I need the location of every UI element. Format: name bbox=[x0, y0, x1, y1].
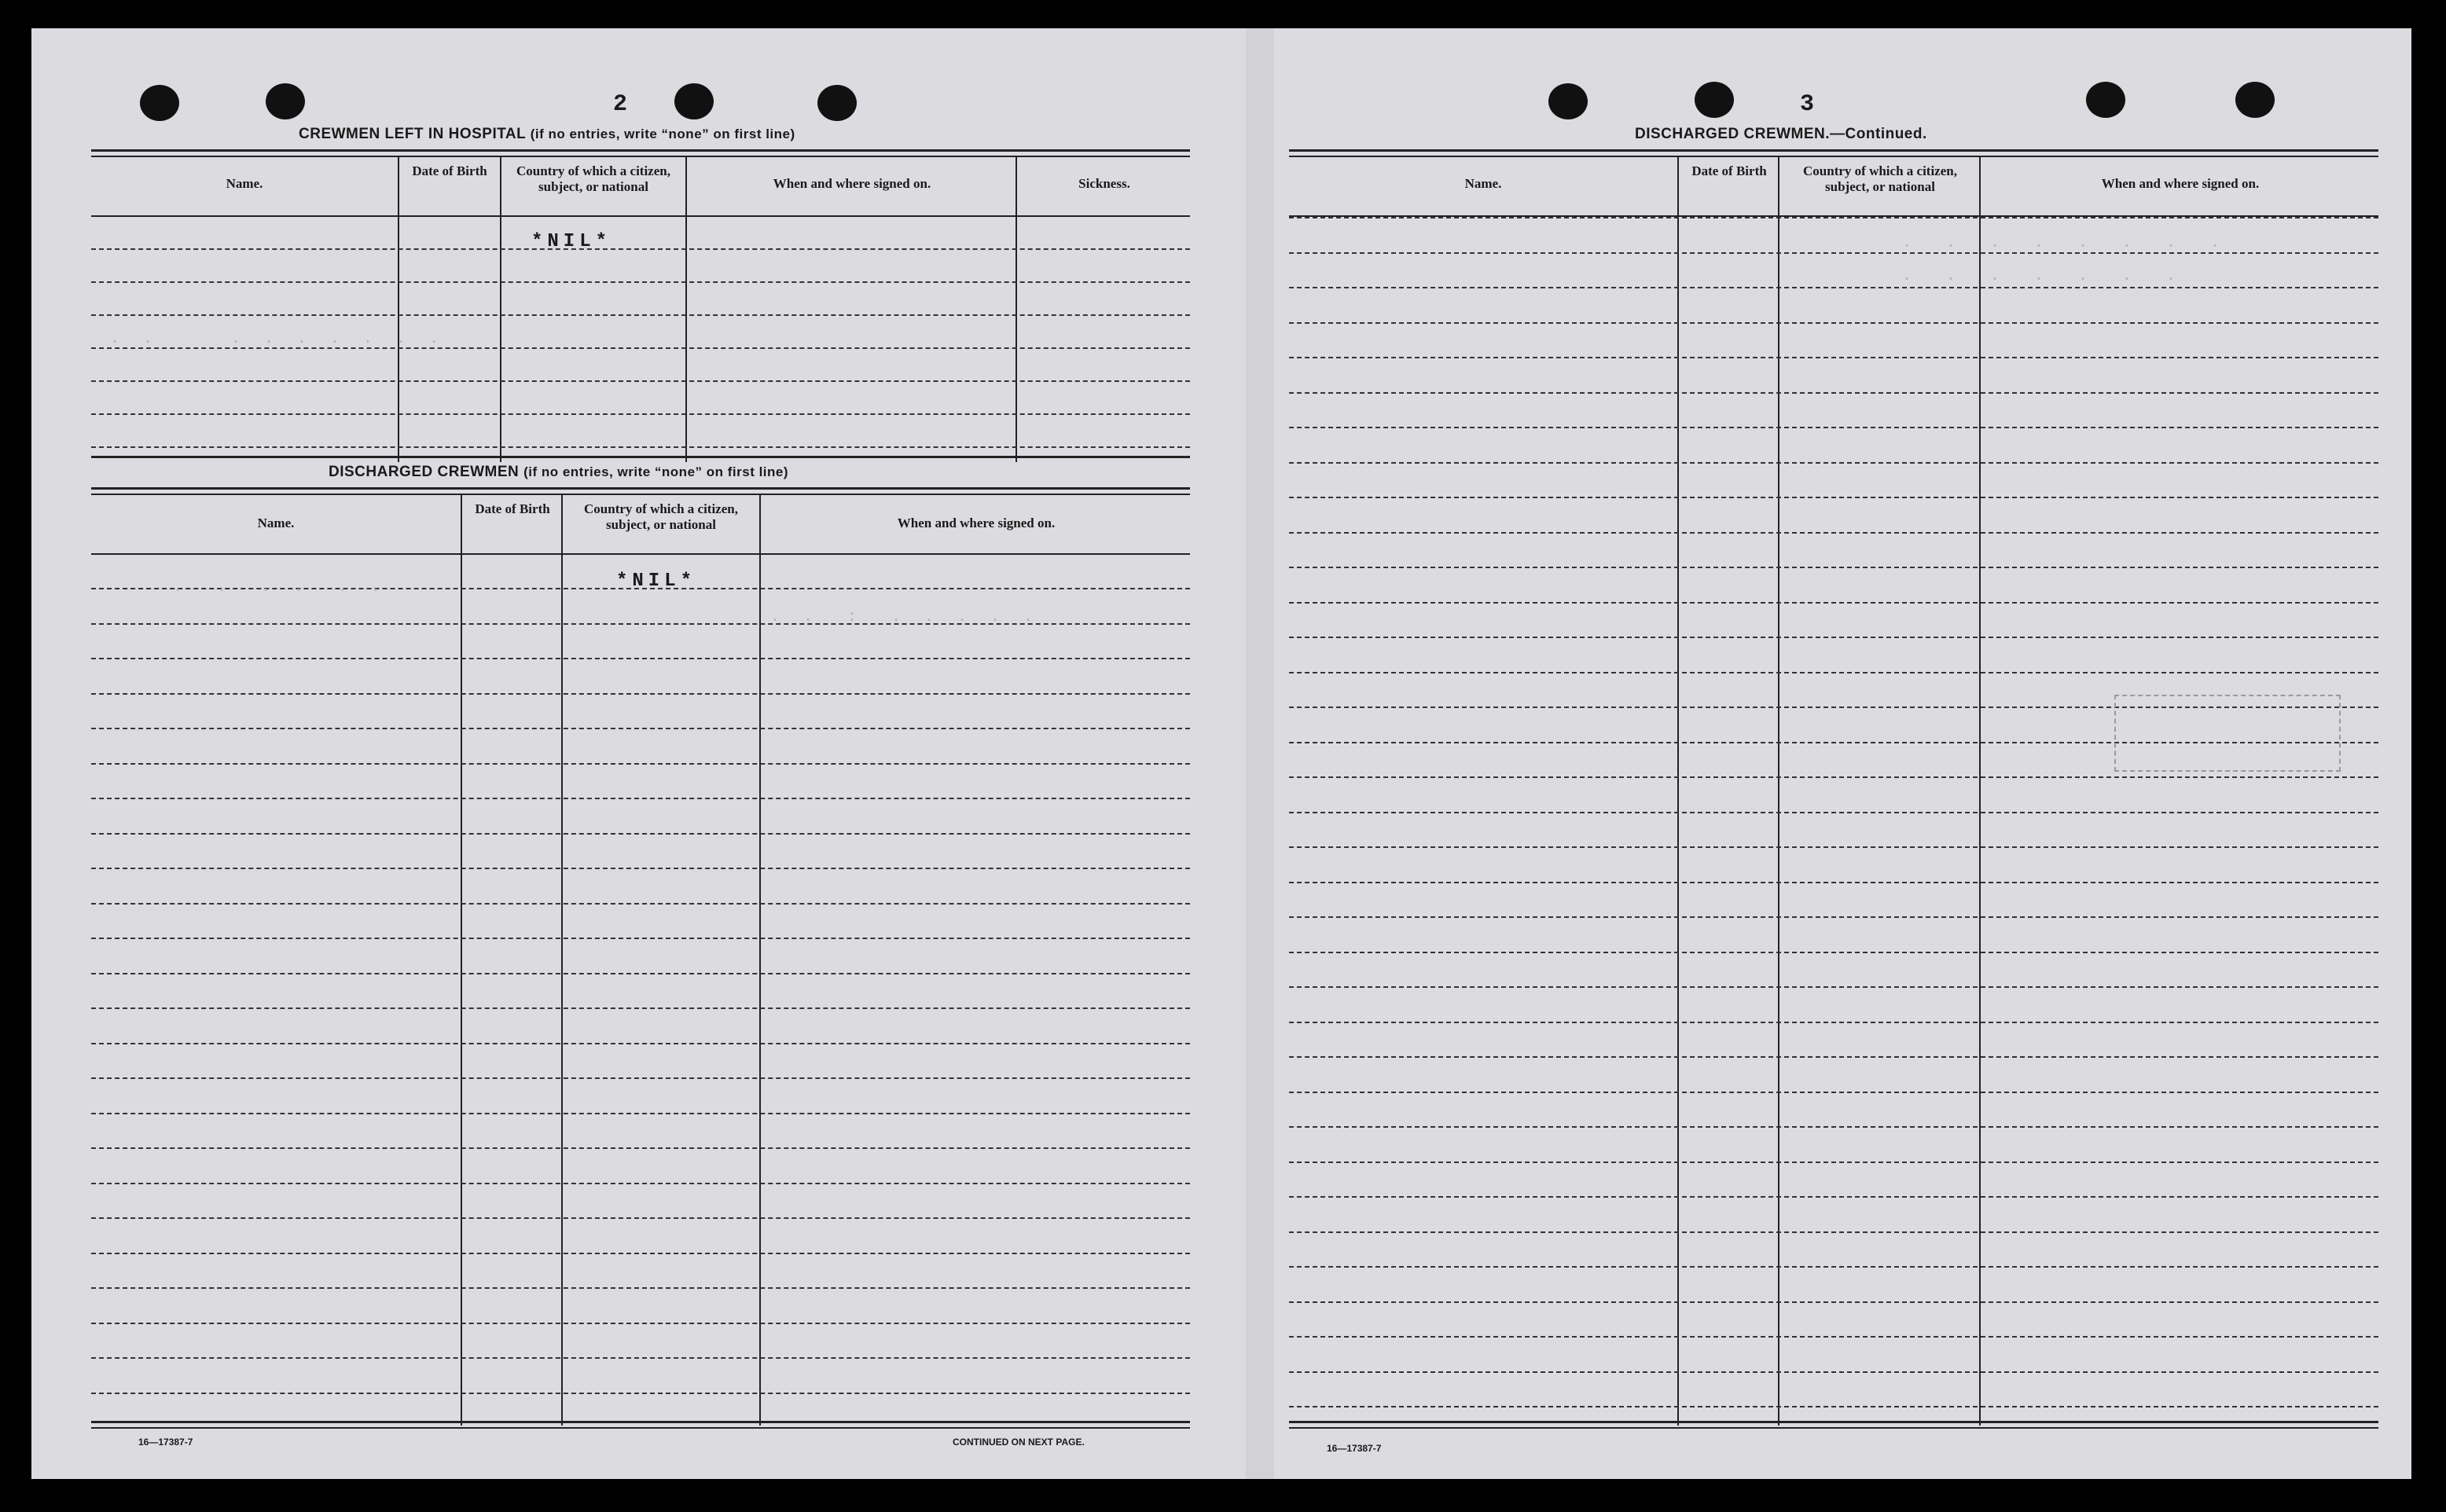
rule bbox=[91, 156, 1190, 157]
ruled-line bbox=[1289, 1196, 2378, 1198]
rule bbox=[1289, 149, 2378, 152]
continued-note: CONTINUED ON NEXT PAGE. bbox=[953, 1437, 1085, 1448]
rule bbox=[91, 215, 1190, 217]
rule bbox=[91, 494, 1190, 495]
page-number: 2 bbox=[613, 91, 628, 118]
col-divider bbox=[759, 495, 761, 1426]
ruled-line bbox=[91, 693, 1190, 695]
ruled-line bbox=[91, 1043, 1190, 1044]
col-header-dob: Date of Birth bbox=[1691, 163, 1767, 178]
col-header-dob: Date of Birth bbox=[412, 163, 487, 178]
ruled-line bbox=[1289, 602, 2378, 604]
ruled-line bbox=[91, 903, 1190, 905]
ruled-line bbox=[91, 1217, 1190, 1219]
col-divider bbox=[561, 495, 563, 1426]
page-gutter bbox=[1246, 28, 1274, 1479]
ruled-line bbox=[91, 938, 1190, 939]
rule bbox=[1289, 1427, 2378, 1429]
rule bbox=[1289, 1421, 2378, 1423]
col-header-dob: Date of Birth bbox=[475, 501, 550, 516]
ruled-line bbox=[1289, 672, 2378, 673]
ruled-line bbox=[91, 763, 1190, 765]
ruled-line bbox=[1289, 1301, 2378, 1303]
rule bbox=[91, 456, 1190, 458]
col-divider bbox=[500, 157, 501, 462]
col-header-sickness: Sickness. bbox=[1078, 176, 1130, 191]
ruled-line bbox=[91, 1077, 1190, 1079]
ruled-line bbox=[1289, 567, 2378, 568]
col-divider bbox=[461, 495, 462, 1426]
rule bbox=[91, 487, 1190, 490]
ruled-line bbox=[91, 1147, 1190, 1149]
hospital-entry-nil: *NIL* bbox=[531, 231, 612, 252]
ruled-line bbox=[1289, 392, 2378, 394]
ruled-line bbox=[1289, 1371, 2378, 1373]
ruled-line bbox=[91, 1253, 1190, 1254]
ruled-line bbox=[1289, 462, 2378, 464]
col-header-signed-on: When and where signed on. bbox=[897, 516, 1056, 530]
ruled-line bbox=[1289, 322, 2378, 324]
ruled-line bbox=[91, 1393, 1190, 1394]
col-divider bbox=[685, 157, 687, 462]
ruled-line bbox=[1289, 532, 2378, 534]
ruled-line bbox=[1289, 986, 2378, 988]
ruled-line bbox=[91, 1323, 1190, 1324]
ruled-line bbox=[91, 1113, 1190, 1114]
col-header-name: Name. bbox=[1464, 176, 1502, 191]
col-header-signed-on: When and where signed on. bbox=[2101, 176, 2260, 191]
col-header-country: Country of which a citizen, subject, or national bbox=[516, 163, 670, 194]
punch-hole bbox=[1548, 83, 1588, 119]
ruled-line bbox=[91, 973, 1190, 974]
ruled-line bbox=[91, 868, 1190, 869]
document-scan: 2 CREWMEN LEFT IN HOSPITAL (if no entries, write “none” on first line) Name. Date of Birth Country of which a citizen, subject, or national When and where signed on. Sickness. *NIL* . . . . . . . . . DISCHARGED CREWMEN (if no entries, write “none” on first line) Name. Date of Birth Country of which a citizen, subject, or national When and where signed on. *NIL* . . . . . . . . : . . . . . 16—17387-7 CONTINUED ON NEXT PAGE. 3 DISCHARGED CREWMEN.—Continued. Name. Date of Birth Country of which a citizen, subject, or national When and where signed on. . . . . . . . . . . . . . . . 16—17387-7 bbox=[31, 28, 2411, 1479]
ruled-line bbox=[91, 1357, 1190, 1359]
ruled-line bbox=[1289, 357, 2378, 358]
punch-hole bbox=[1695, 82, 1734, 118]
page-number: 3 bbox=[1800, 91, 1815, 118]
col-header-name: Name. bbox=[226, 176, 263, 191]
ruled-line bbox=[1289, 1056, 2378, 1058]
ruled-line bbox=[1289, 427, 2378, 428]
hospital-title: CREWMEN LEFT IN HOSPITAL bbox=[299, 126, 526, 142]
ruled-line bbox=[1289, 1406, 2378, 1407]
ruled-line bbox=[91, 798, 1190, 799]
punch-hole bbox=[674, 83, 714, 119]
ruled-line bbox=[91, 833, 1190, 835]
ruled-line bbox=[1289, 287, 2378, 288]
punch-hole bbox=[140, 85, 179, 121]
faint-stamp bbox=[2114, 695, 2341, 772]
ruled-line bbox=[1289, 217, 2378, 218]
col-header-signed-on: When and where signed on. bbox=[773, 176, 931, 191]
ruled-line bbox=[91, 1287, 1190, 1289]
ruled-line bbox=[91, 1183, 1190, 1184]
punch-hole bbox=[817, 85, 857, 121]
ruled-line bbox=[1289, 1126, 2378, 1128]
ruled-line bbox=[1289, 846, 2378, 848]
rule bbox=[91, 1421, 1190, 1423]
col-header-name: Name. bbox=[257, 516, 295, 530]
punch-hole bbox=[2235, 82, 2275, 118]
discharged-note: (if no entries, write “none” on first line) bbox=[523, 464, 789, 479]
punch-hole bbox=[2086, 82, 2125, 118]
ruled-line bbox=[1289, 1231, 2378, 1233]
ruled-line bbox=[1289, 1022, 2378, 1023]
col-divider bbox=[398, 157, 399, 462]
ruled-line bbox=[1289, 1092, 2378, 1093]
ruled-line bbox=[1289, 1336, 2378, 1338]
ruled-line bbox=[1289, 916, 2378, 918]
discharged-continued-title: DISCHARGED CREWMEN.—Continued. bbox=[1635, 126, 1927, 142]
ruled-line bbox=[1289, 497, 2378, 498]
punch-hole bbox=[266, 83, 305, 119]
col-divider bbox=[1778, 157, 1779, 1426]
ruled-line bbox=[1289, 637, 2378, 638]
hospital-note: (if no entries, write “none” on first line) bbox=[530, 127, 795, 141]
ruled-line bbox=[91, 728, 1190, 729]
hospital-section-title bbox=[299, 126, 795, 143]
col-header-country: Country of which a citizen, subject, or national bbox=[1803, 163, 1957, 194]
ruled-line bbox=[1289, 776, 2378, 778]
discharged-entry-nil: *NIL* bbox=[616, 571, 697, 592]
ruled-line bbox=[1289, 1162, 2378, 1163]
col-divider bbox=[1015, 157, 1017, 462]
rule bbox=[91, 149, 1190, 152]
ruled-line bbox=[1289, 1266, 2378, 1268]
rule bbox=[91, 1427, 1190, 1429]
ruled-line bbox=[91, 658, 1190, 659]
rule bbox=[1289, 156, 2378, 157]
form-number: 16—17387-7 bbox=[1327, 1443, 1382, 1454]
col-divider bbox=[1979, 157, 1981, 1426]
ruled-line bbox=[1289, 812, 2378, 813]
ruled-line bbox=[91, 1007, 1190, 1009]
ruled-line bbox=[1289, 882, 2378, 883]
discharged-section-title bbox=[329, 464, 788, 481]
rule bbox=[91, 553, 1190, 555]
col-header-country: Country of which a citizen, subject, or national bbox=[584, 501, 738, 532]
col-divider bbox=[1677, 157, 1679, 1426]
discharged-title: DISCHARGED CREWMEN bbox=[329, 464, 520, 480]
ruled-line bbox=[1289, 952, 2378, 953]
form-number: 16—17387-7 bbox=[138, 1437, 193, 1448]
